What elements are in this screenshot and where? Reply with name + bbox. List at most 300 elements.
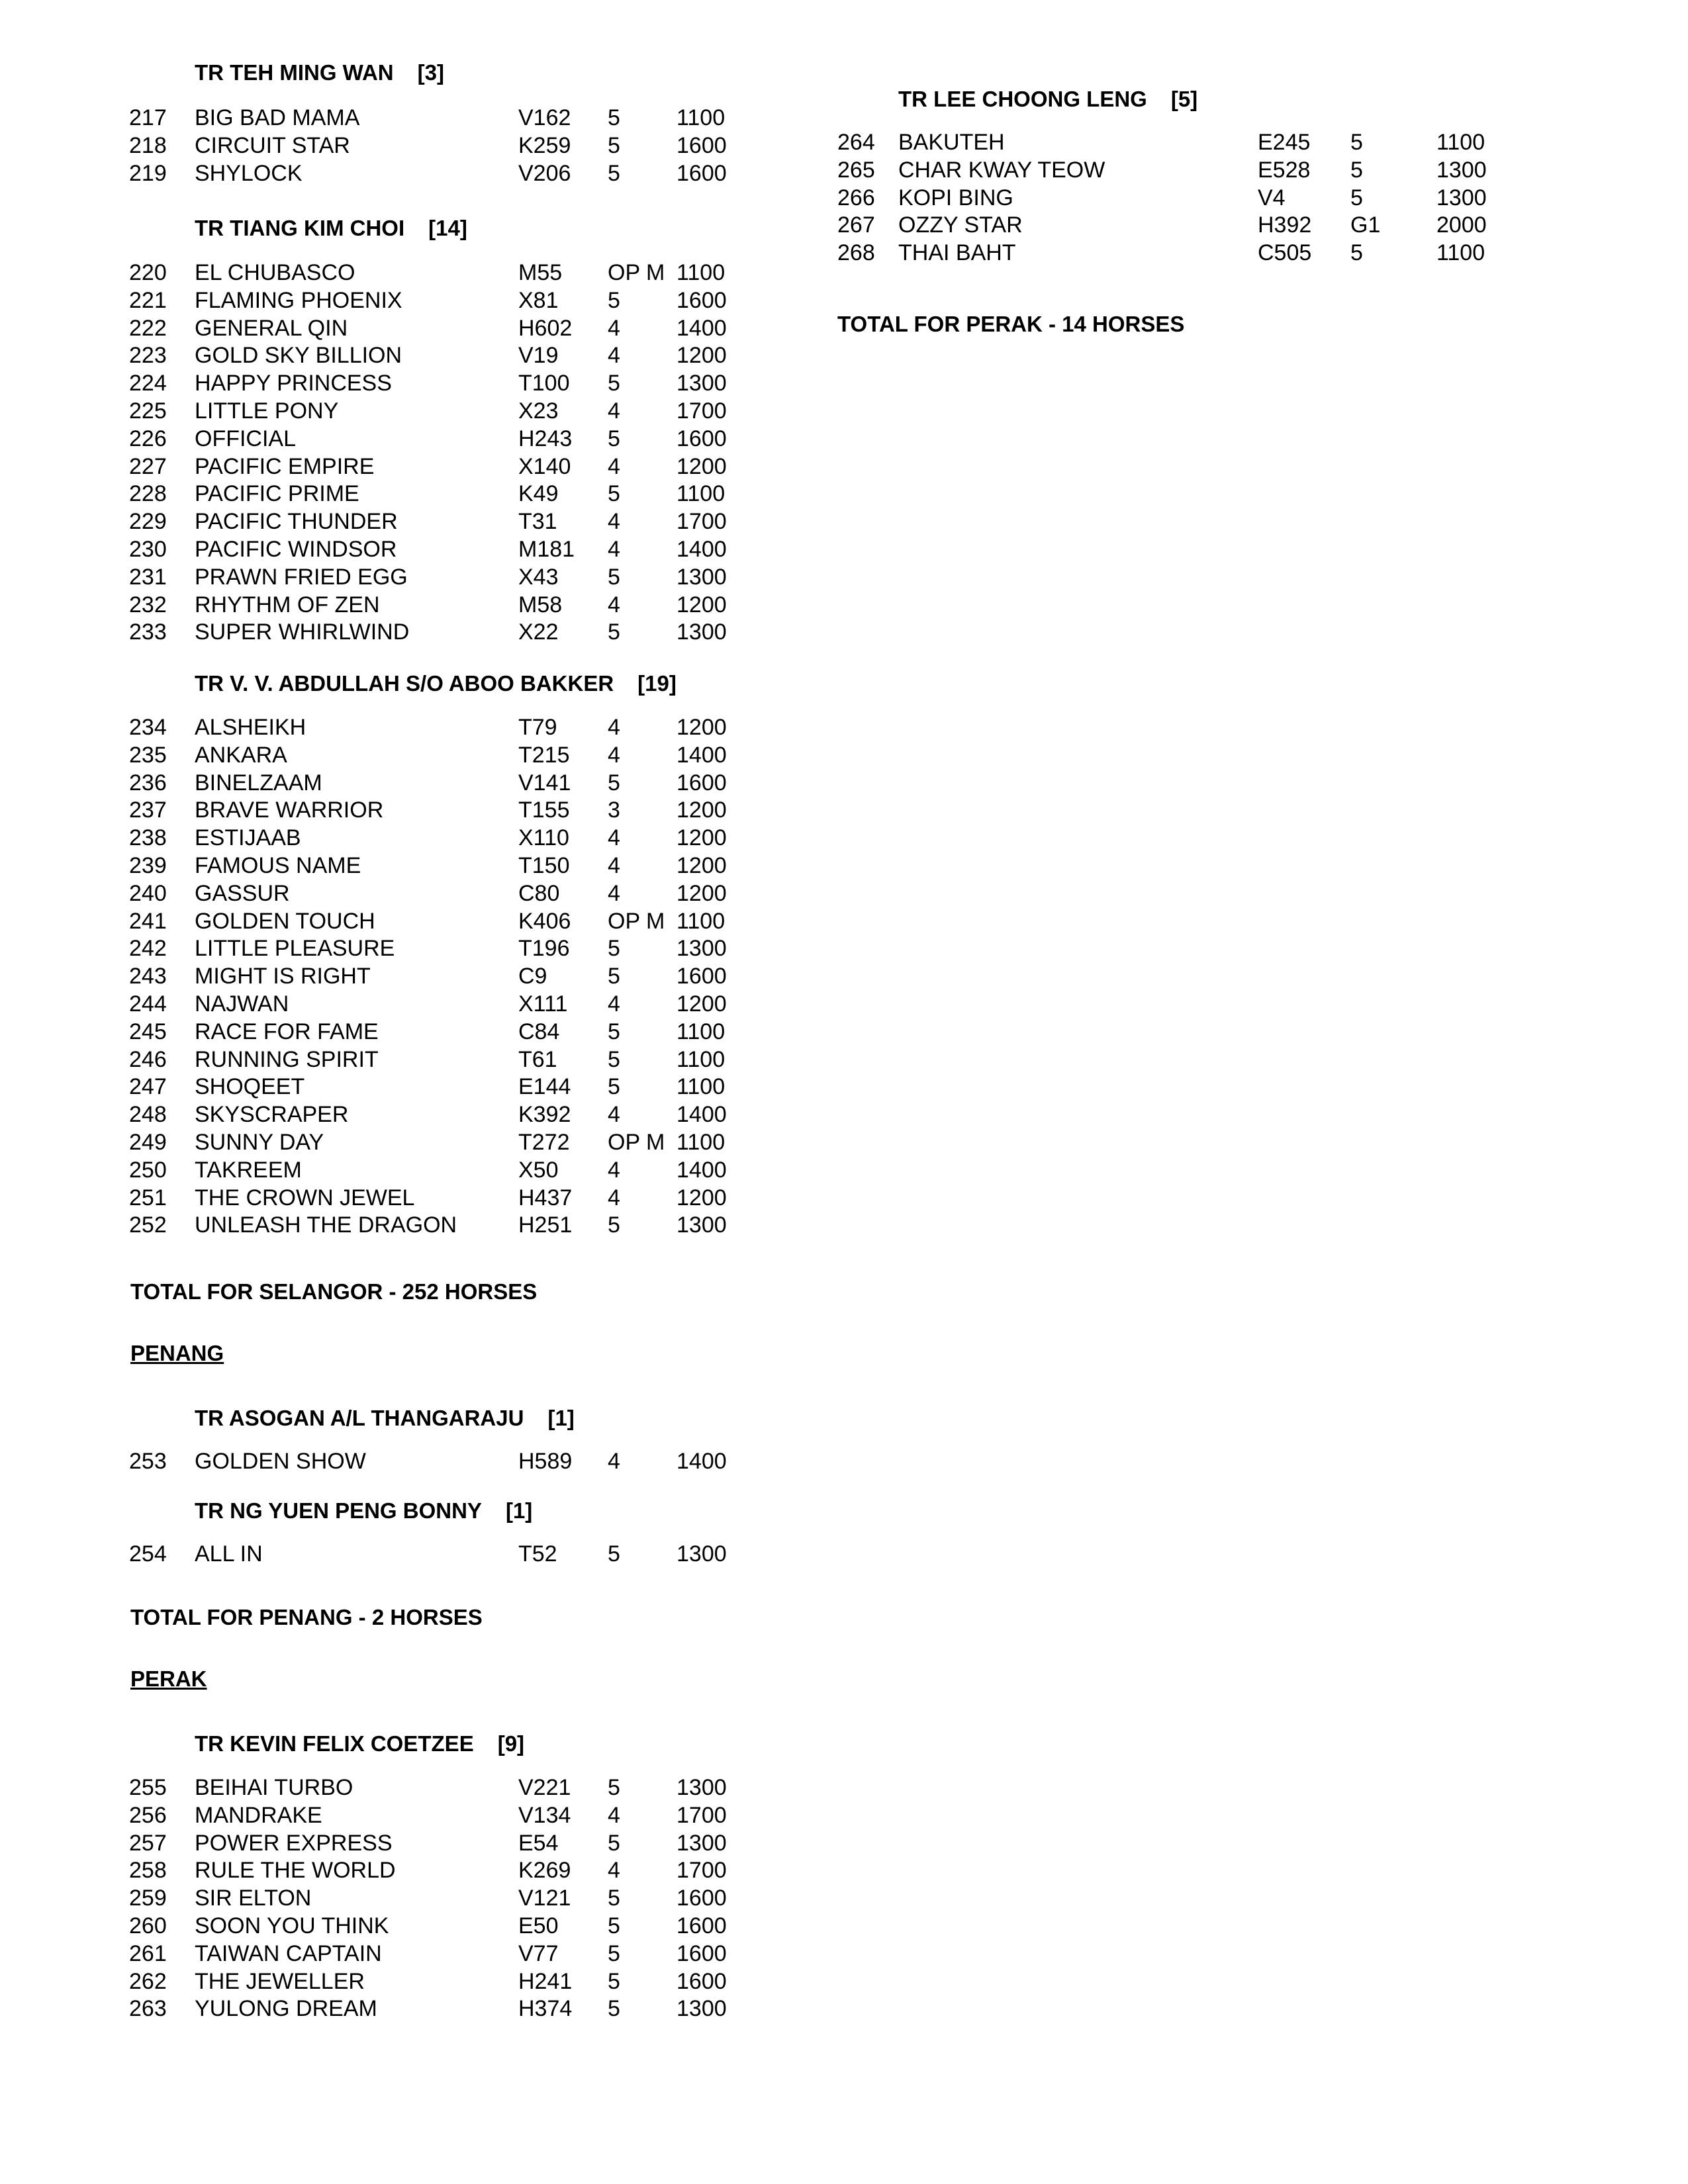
horse-name: SKYSCRAPER	[195, 1102, 349, 1128]
horse-row	[0, 592, 814, 620]
horse-name: EL CHUBASCO	[195, 260, 355, 285]
horse-row	[0, 1449, 814, 1477]
horse-age: 5	[608, 426, 620, 451]
horse-row	[0, 371, 814, 398]
horse-row	[0, 1019, 814, 1047]
horse-age: 4	[608, 880, 620, 906]
horse-age: 4	[608, 537, 620, 562]
entry-number: 243	[129, 964, 167, 989]
entry-number: 249	[129, 1130, 167, 1155]
horse-row	[0, 770, 814, 798]
entry-number: 247	[129, 1074, 167, 1100]
horse-row	[0, 1831, 814, 1858]
horse-row	[0, 1541, 814, 1569]
horse-code: V121	[518, 1886, 571, 1911]
horse-name: LITTLE PLEASURE	[195, 936, 395, 962]
horse-name: PACIFIC WINDSOR	[195, 537, 397, 562]
horse-row	[0, 1775, 814, 1803]
horse-row	[0, 105, 814, 133]
horse-age: 5	[1350, 130, 1363, 155]
horse-age: OP M	[608, 908, 665, 934]
horse-rating: 1600	[677, 1940, 727, 1966]
entry-number: 238	[129, 825, 167, 851]
horse-code: H437	[518, 1185, 573, 1210]
trainer-name: TR KEVIN FELIX COETZEE	[195, 1731, 474, 1756]
horse-rating: 1600	[677, 1968, 727, 1994]
entry-number: 263	[129, 1996, 167, 2022]
horse-age: OP M	[608, 260, 665, 285]
horse-name: RUNNING SPIRIT	[195, 1046, 379, 1072]
horse-name: UNLEASH THE DRAGON	[195, 1212, 457, 1238]
horse-row	[0, 537, 814, 565]
horse-age: 5	[1350, 240, 1363, 266]
entry-number: 253	[129, 1449, 167, 1474]
horse-count: [9]	[497, 1731, 525, 1756]
trainer-heading	[195, 1406, 575, 1431]
horse-age: 5	[608, 132, 620, 158]
horse-age: 4	[608, 1102, 620, 1128]
horse-age: 5	[608, 936, 620, 962]
horse-age: 3	[608, 797, 620, 823]
horse-code: V4	[1258, 185, 1286, 210]
horse-age: OP M	[608, 1130, 665, 1155]
entry-number: 262	[129, 1968, 167, 1994]
horse-row	[0, 161, 814, 189]
horse-code: X140	[518, 453, 571, 479]
horse-age: 5	[608, 1212, 620, 1238]
trainer-heading	[195, 671, 677, 696]
entry-number: 221	[129, 287, 167, 313]
entry-number: 248	[129, 1102, 167, 1128]
horse-row	[0, 1130, 814, 1158]
horse-code: T31	[518, 509, 557, 535]
horse-age: 5	[608, 1968, 620, 1994]
horse-name: THAI BAHT	[898, 240, 1016, 266]
horse-row	[0, 509, 814, 537]
horse-row	[0, 1858, 814, 1886]
horse-row	[0, 825, 814, 853]
horse-row	[0, 398, 814, 426]
entry-number: 234	[129, 715, 167, 740]
horse-count: [1]	[547, 1406, 575, 1430]
horse-code: X23	[518, 398, 559, 424]
entry-number: 261	[129, 1940, 167, 1966]
horse-code: V77	[518, 1940, 559, 1966]
horse-row	[0, 1969, 814, 1997]
horse-age: 5	[1350, 157, 1363, 183]
horse-age: 5	[608, 1775, 620, 1800]
horse-code: X110	[518, 825, 569, 851]
horse-rating: 1400	[677, 1102, 727, 1128]
horse-row	[0, 715, 814, 743]
horse-name: BINELZAAM	[195, 770, 322, 796]
horse-name: OZZY STAR	[898, 212, 1023, 238]
entry-number: 225	[129, 398, 167, 424]
horse-age: 4	[608, 1858, 620, 1884]
entry-number: 231	[129, 564, 167, 590]
trainer-name: TR TEH MING WAN	[195, 60, 394, 85]
trainer-heading	[195, 1731, 524, 1756]
horse-age: 4	[608, 1157, 620, 1183]
horse-age: 4	[608, 453, 620, 479]
horse-code: T215	[518, 742, 570, 768]
horse-rating: 1700	[677, 398, 727, 424]
horse-name: SUPER WHIRLWIND	[195, 619, 410, 645]
horse-row	[0, 853, 814, 881]
horse-age: 4	[608, 1802, 620, 1828]
trainer-name: TR V. V. ABDULLAH S/O ABOO BAKKER	[195, 671, 614, 696]
horse-count: [5]	[1170, 87, 1198, 111]
horse-name: BRAVE WARRIOR	[195, 797, 384, 823]
horse-rating: 1700	[677, 1858, 727, 1884]
horse-code: V134	[518, 1802, 571, 1828]
horse-name: TAIWAN CAPTAIN	[195, 1940, 382, 1966]
horse-name: FLAMING PHOENIX	[195, 287, 402, 313]
horse-row	[0, 133, 814, 161]
horse-name: ALSHEIKH	[195, 715, 306, 740]
horse-row	[0, 991, 814, 1019]
horse-age: 5	[608, 1019, 620, 1044]
horse-count: [14]	[428, 216, 467, 240]
horse-code: H392	[1258, 212, 1312, 238]
region-heading: PERAK	[130, 1666, 207, 1691]
horse-code: H589	[518, 1449, 573, 1474]
horse-name: TAKREEM	[195, 1157, 302, 1183]
horse-row	[0, 1996, 814, 2024]
horse-code: K269	[518, 1858, 571, 1884]
horse-code: C84	[518, 1019, 560, 1044]
entry-number: 257	[129, 1830, 167, 1856]
horse-row	[814, 212, 1688, 240]
horse-name: SIR ELTON	[195, 1886, 312, 1911]
entry-number: 219	[129, 160, 167, 186]
horse-age: 5	[608, 564, 620, 590]
entry-number: 220	[129, 260, 167, 285]
entry-number: 233	[129, 619, 167, 645]
horse-name: GOLDEN SHOW	[195, 1449, 366, 1474]
horse-name: FAMOUS NAME	[195, 853, 361, 878]
horse-name: PRAWN FRIED EGG	[195, 564, 408, 590]
horse-rating: 1200	[677, 715, 727, 740]
horse-name: YULONG DREAM	[195, 1996, 377, 2022]
horse-rating: 1200	[677, 991, 727, 1017]
horse-code: X81	[518, 287, 559, 313]
horse-age: 4	[608, 1185, 620, 1210]
entry-number: 264	[837, 130, 875, 155]
entry-number: 259	[129, 1886, 167, 1911]
horse-code: T61	[518, 1046, 557, 1072]
horse-row	[814, 240, 1688, 268]
horse-rating: 1200	[677, 880, 727, 906]
horse-code: M55	[518, 260, 563, 285]
horse-name: BAKUTEH	[898, 130, 1005, 155]
entry-number: 228	[129, 481, 167, 507]
horse-row	[0, 1941, 814, 1969]
entry-number: 230	[129, 537, 167, 562]
horse-row	[814, 130, 1688, 158]
horse-name: ESTIJAAB	[195, 825, 301, 851]
horse-rating: 1300	[1436, 157, 1487, 183]
horse-row	[0, 619, 814, 647]
entry-number: 217	[129, 105, 167, 130]
trainer-name: TR ASOGAN A/L THANGARAJU	[195, 1406, 524, 1430]
horse-rating: 1400	[677, 742, 727, 768]
horse-row	[0, 426, 814, 454]
horse-age: 5	[608, 1046, 620, 1072]
horse-rating: 1700	[677, 509, 727, 535]
horse-name: CIRCUIT STAR	[195, 132, 350, 158]
horse-name: CHAR KWAY TEOW	[898, 157, 1105, 183]
horse-rating: 1400	[677, 315, 727, 341]
horse-row	[0, 1047, 814, 1075]
horse-row	[0, 1102, 814, 1130]
horse-code: T155	[518, 797, 570, 823]
horse-age: 4	[608, 742, 620, 768]
horse-rating: 1100	[677, 1046, 726, 1072]
horse-count: [3]	[417, 60, 444, 85]
horse-code: K392	[518, 1102, 571, 1128]
horse-age: 5	[608, 371, 620, 396]
trainer-heading	[898, 87, 1197, 112]
horse-name: POWER EXPRESS	[195, 1830, 393, 1856]
entry-number: 260	[129, 1913, 167, 1938]
horse-code: X50	[518, 1157, 559, 1183]
horse-name: ALL IN	[195, 1541, 263, 1567]
horse-name: GASSUR	[195, 880, 290, 906]
horse-rating: 1300	[677, 564, 727, 590]
horse-name: RACE FOR FAME	[195, 1019, 379, 1044]
horse-name: SHOQEET	[195, 1074, 305, 1100]
horse-rating: 1300	[1436, 185, 1487, 210]
entry-number: 254	[129, 1541, 167, 1567]
entry-number: 224	[129, 371, 167, 396]
horse-rating: 1300	[677, 619, 727, 645]
horse-rating: 1100	[677, 1019, 726, 1044]
horse-rating: 1600	[677, 1913, 727, 1938]
horse-age: 4	[608, 853, 620, 878]
horse-row	[0, 1913, 814, 1941]
horse-age: 5	[608, 619, 620, 645]
horse-name: KOPI BING	[898, 185, 1013, 210]
trainer-name: TR NG YUEN PENG BONNY	[195, 1498, 482, 1523]
horse-name: PACIFIC EMPIRE	[195, 453, 375, 479]
horse-age: 4	[608, 398, 620, 424]
horse-name: HAPPY PRINCESS	[195, 371, 392, 396]
horse-code: K406	[518, 908, 571, 934]
entry-number: 258	[129, 1858, 167, 1884]
horse-name: LITTLE PONY	[195, 398, 339, 424]
horse-rating: 1600	[677, 770, 727, 796]
horse-name: BIG BAD MAMA	[195, 105, 360, 130]
entry-number: 226	[129, 426, 167, 451]
horse-age: G1	[1350, 212, 1381, 238]
horse-row	[0, 1886, 814, 1913]
horse-name: RHYTHM OF ZEN	[195, 592, 380, 617]
trainer-heading	[195, 216, 467, 241]
horse-name: GENERAL QIN	[195, 315, 348, 341]
horse-code: T272	[518, 1130, 570, 1155]
horse-rating: 1100	[677, 105, 726, 130]
entry-number: 237	[129, 797, 167, 823]
entry-number: 255	[129, 1775, 167, 1800]
horse-rating: 1100	[677, 1074, 726, 1100]
horse-name: RULE THE WORLD	[195, 1858, 396, 1884]
horse-code: H241	[518, 1968, 573, 1994]
horse-rating: 1100	[677, 260, 726, 285]
horse-code: M181	[518, 537, 575, 562]
horse-code: H602	[518, 315, 573, 341]
entry-number: 235	[129, 742, 167, 768]
horse-rating: 1100	[1436, 130, 1485, 155]
horse-code: V19	[518, 343, 559, 369]
horse-age: 4	[608, 715, 620, 740]
horse-rating: 1300	[677, 1996, 727, 2022]
horse-rating: 1400	[677, 1157, 727, 1183]
horse-row	[0, 909, 814, 936]
horse-age: 5	[608, 1541, 620, 1567]
horse-row	[0, 797, 814, 825]
horse-rating: 1300	[677, 1212, 727, 1238]
horse-code: E54	[518, 1830, 559, 1856]
horse-code: H243	[518, 426, 573, 451]
horse-rating: 1200	[677, 797, 727, 823]
horse-rating: 1100	[677, 908, 726, 934]
horse-name: OFFICIAL	[195, 426, 297, 451]
horse-row	[814, 185, 1688, 213]
horse-row	[0, 288, 814, 316]
horse-age: 5	[608, 1996, 620, 2022]
horse-age: 5	[608, 481, 620, 507]
horse-name: GOLD SKY BILLION	[195, 343, 402, 369]
horse-code: C505	[1258, 240, 1312, 266]
horse-row	[0, 1185, 814, 1213]
horse-name: ANKARA	[195, 742, 287, 768]
entry-number: 223	[129, 343, 167, 369]
horse-code: H251	[518, 1212, 573, 1238]
region-heading: PENANG	[130, 1341, 224, 1365]
trainer-name: TR TIANG KIM CHOI	[195, 216, 405, 240]
horse-age: 5	[608, 160, 620, 186]
horse-rating: 1600	[677, 426, 727, 451]
horse-age: 4	[608, 343, 620, 369]
horse-rating: 1200	[677, 343, 727, 369]
horse-code: X43	[518, 564, 559, 590]
horse-rating: 1700	[677, 1802, 727, 1828]
horse-code: M58	[518, 592, 563, 617]
entry-number: 241	[129, 908, 167, 934]
horse-code: E528	[1258, 157, 1311, 183]
horse-row	[0, 316, 814, 343]
horse-code: X111	[518, 991, 568, 1017]
horse-rating: 1200	[677, 1185, 727, 1210]
horse-row	[0, 565, 814, 592]
horse-name: SUNNY DAY	[195, 1130, 324, 1155]
horse-rating: 1400	[677, 537, 727, 562]
entry-number: 268	[837, 240, 875, 266]
horse-age: 5	[1350, 185, 1363, 210]
horse-rating: 1300	[677, 1830, 727, 1856]
horse-age: 5	[608, 105, 620, 130]
horse-rating: 1600	[677, 1886, 727, 1911]
horse-age: 5	[608, 1940, 620, 1966]
horse-name: THE JEWELLER	[195, 1968, 365, 1994]
entry-number: 244	[129, 991, 167, 1017]
horse-row	[0, 1212, 814, 1240]
horse-row	[0, 454, 814, 482]
horse-row	[0, 481, 814, 509]
horse-count: [1]	[505, 1498, 533, 1523]
entry-number: 251	[129, 1185, 167, 1210]
horse-name: GOLDEN TOUCH	[195, 908, 375, 934]
state-total: TOTAL FOR PENANG - 2 HORSES	[130, 1605, 483, 1629]
horse-rating: 1100	[677, 1130, 726, 1155]
horse-code: H374	[518, 1996, 573, 2022]
horse-row	[0, 343, 814, 371]
horse-row	[0, 1074, 814, 1102]
entry-number: 245	[129, 1019, 167, 1044]
entry-number: 267	[837, 212, 875, 238]
horse-name: PACIFIC PRIME	[195, 481, 359, 507]
horse-name: THE CROWN JEWEL	[195, 1185, 415, 1210]
entry-number: 240	[129, 880, 167, 906]
horse-code: E245	[1258, 130, 1311, 155]
horse-rating: 1300	[677, 1775, 727, 1800]
horse-rating: 1100	[677, 481, 726, 507]
horse-rating: 1600	[677, 132, 727, 158]
horse-rating: 1200	[677, 592, 727, 617]
horse-age: 4	[608, 592, 620, 617]
horse-age: 5	[608, 770, 620, 796]
horse-row	[0, 743, 814, 770]
horse-rating: 1400	[677, 1449, 727, 1474]
horse-code: X22	[518, 619, 559, 645]
horse-age: 4	[608, 991, 620, 1017]
horse-row	[814, 158, 1688, 185]
horse-code: K49	[518, 481, 559, 507]
horse-name: NAJWAN	[195, 991, 289, 1017]
horse-row	[0, 936, 814, 964]
horse-rating: 1600	[677, 160, 727, 186]
entry-number: 236	[129, 770, 167, 796]
trainer-name: TR LEE CHOONG LENG	[898, 87, 1147, 111]
horse-code: T100	[518, 371, 570, 396]
horse-rating: 2000	[1436, 212, 1487, 238]
state-total: TOTAL FOR PERAK - 14 HORSES	[837, 312, 1185, 336]
trainer-heading	[195, 1498, 532, 1524]
entry-number: 239	[129, 853, 167, 878]
horse-code: C9	[518, 964, 547, 989]
horse-name: MIGHT IS RIGHT	[195, 964, 371, 989]
entry-number: 266	[837, 185, 875, 210]
horse-age: 5	[608, 1074, 620, 1100]
horse-rating: 1200	[677, 453, 727, 479]
entry-number: 250	[129, 1157, 167, 1183]
horse-name: SOON YOU THINK	[195, 1913, 389, 1938]
horse-code: C80	[518, 880, 560, 906]
horse-rating: 1300	[677, 371, 727, 396]
horse-code: V221	[518, 1775, 571, 1800]
horse-age: 5	[608, 1886, 620, 1911]
entry-number: 265	[837, 157, 875, 183]
horse-code: T150	[518, 853, 570, 878]
horse-row	[0, 964, 814, 991]
horse-name: BEIHAI TURBO	[195, 1775, 353, 1800]
horse-rating: 1600	[677, 287, 727, 313]
horse-code: T52	[518, 1541, 557, 1567]
entry-number: 218	[129, 132, 167, 158]
horse-code: V206	[518, 160, 571, 186]
horse-name: MANDRAKE	[195, 1802, 322, 1828]
